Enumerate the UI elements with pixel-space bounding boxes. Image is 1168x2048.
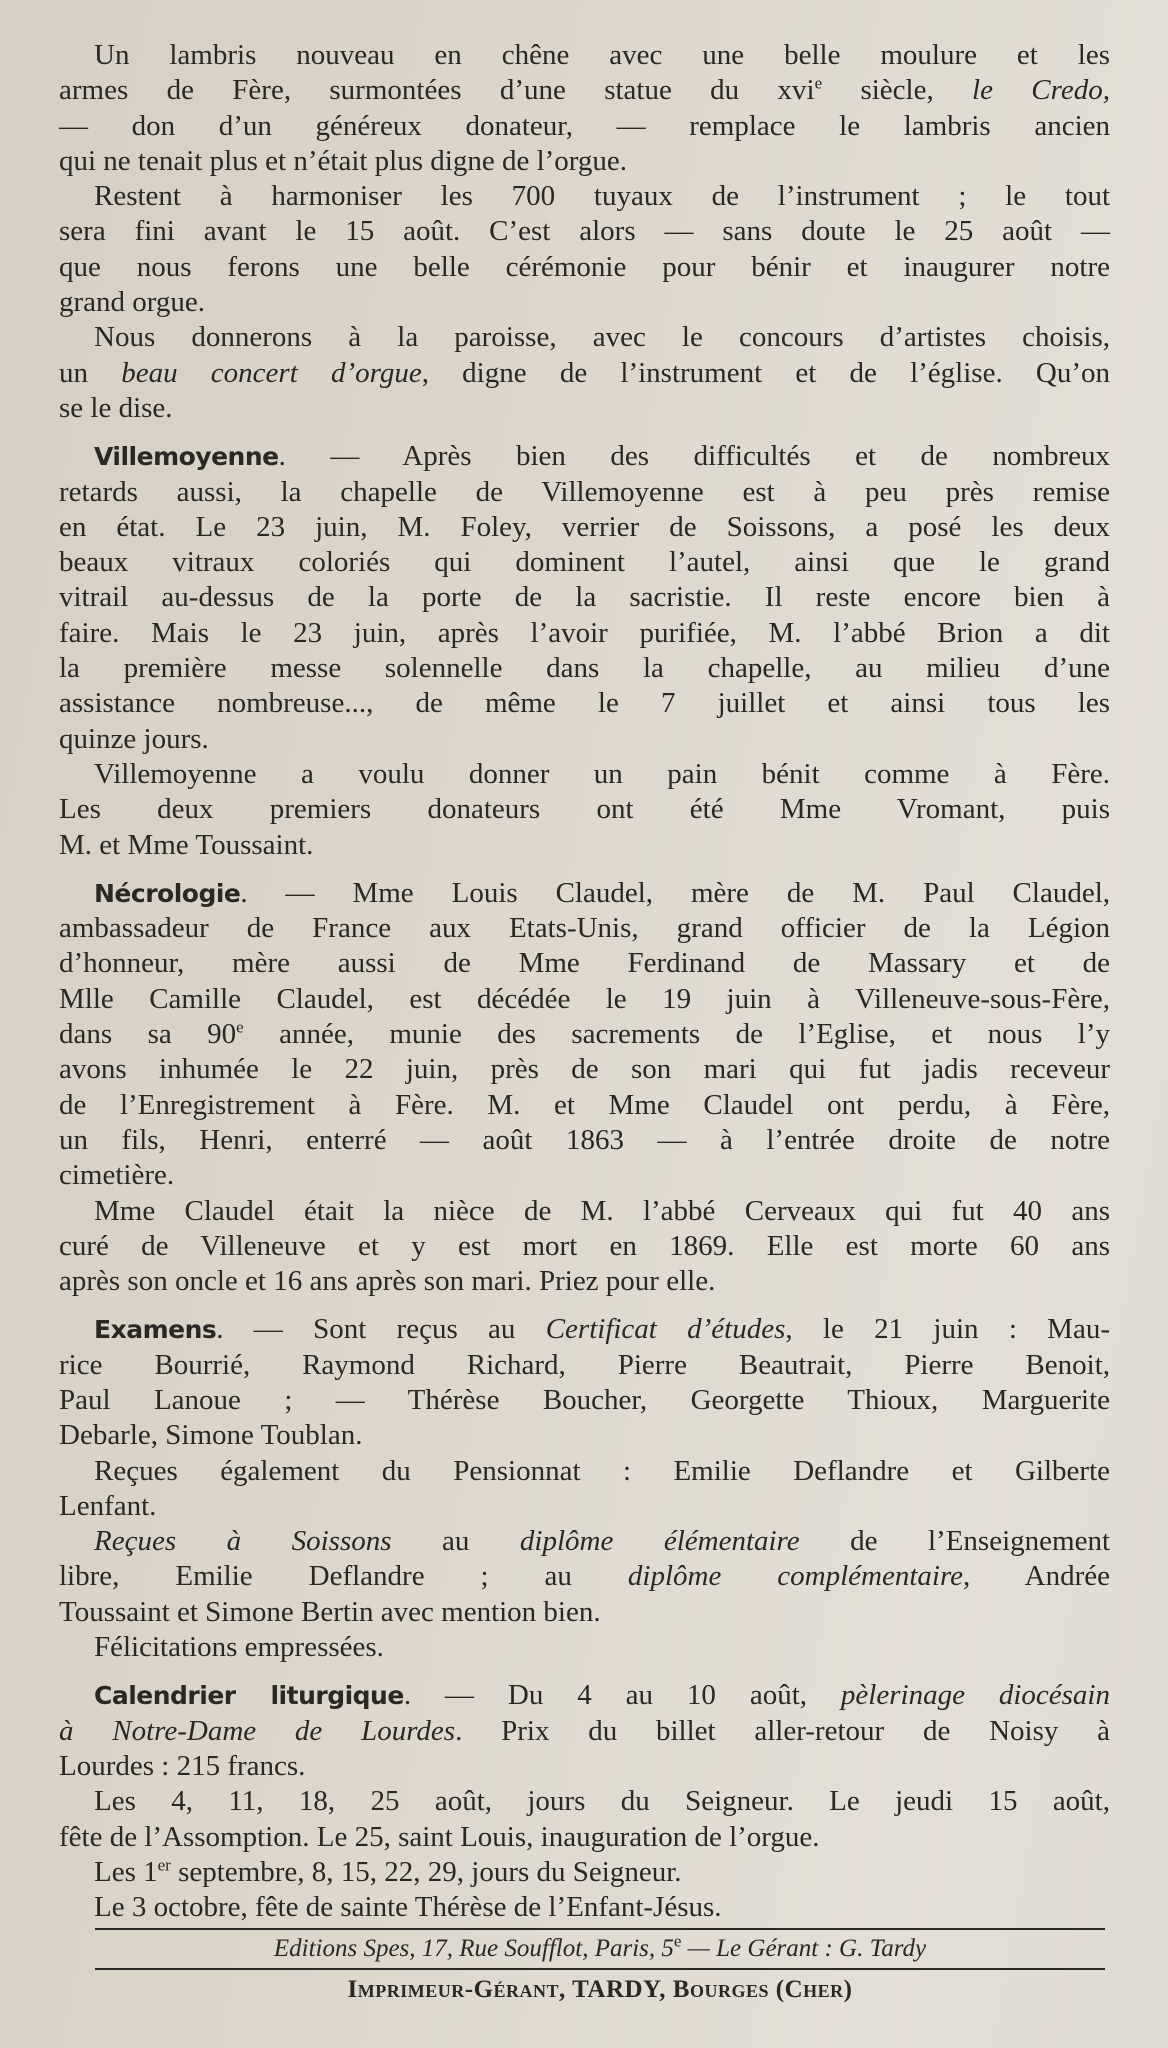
text-run: fête de l’Assomption. Le 25, saint Louis, inauguration de l’orgue. [59, 1820, 820, 1853]
text-line [59, 828, 1110, 863]
text-line [59, 109, 1110, 144]
paragraph [59, 1630, 1110, 1665]
text-line [59, 356, 1110, 391]
text-line [59, 320, 1110, 355]
text-run: . Prix du billet aller-retour de Noisy à [455, 1714, 1111, 1747]
text-run: Félicitations empressées. [94, 1631, 384, 1664]
text-line [59, 946, 1110, 981]
italic-text: Certificat d’études [545, 1313, 786, 1346]
text-line [59, 1820, 1110, 1855]
text-run: Lenfant. [59, 1489, 157, 1522]
text-run: faire. Mais le 23 juin, après l’avoir purifiée, M. l’abbé Brion a dit [59, 616, 1110, 649]
text-line [59, 580, 1110, 615]
italic-text: pèlerinage diocésain [840, 1679, 1110, 1712]
text-line [59, 1784, 1110, 1819]
text-line [59, 144, 1110, 179]
text-line [59, 439, 1110, 474]
text-run: . — Mme Louis Claudel, mère de M. Paul Claudel, [240, 876, 1110, 909]
section-paragraph [59, 1678, 1110, 1784]
text-run: Les 1 [94, 1855, 158, 1888]
paragraph [59, 1454, 1110, 1525]
paragraph [59, 320, 1110, 426]
text-line [59, 1312, 1110, 1347]
paragraph [59, 38, 1110, 179]
text-run: libre, Emilie Deflandre ; au [59, 1560, 628, 1593]
text-line [59, 38, 1110, 73]
text-run: en état. Le 23 juin, M. Foley, verrier de Soissons, a posé les deux [59, 510, 1110, 543]
text-line [59, 1123, 1110, 1158]
text-line [59, 285, 1110, 320]
text-run: que nous ferons une belle cérémonie pour bénir et inaugurer notre [59, 250, 1110, 283]
superscript: e [236, 1017, 244, 1037]
text-run: Paul Lanoue ; — Thérèse Boucher, Georgette Thioux, Marguerite [59, 1383, 1110, 1416]
text-line [59, 1454, 1110, 1489]
text-line [59, 757, 1110, 792]
text-run: Mlle Camille Claudel, est décédée le 19 juin à Villeneuve-sous-Fère, [59, 982, 1110, 1015]
publisher-line [95, 1930, 1105, 1968]
text-line [59, 1229, 1110, 1264]
text-run: la première messe solennelle dans la chapelle, au milieu d’une [59, 652, 1110, 685]
text-run: Un lambris nouveau en chêne avec une belle moulure et les [94, 39, 1110, 71]
text-line [59, 1348, 1110, 1383]
text-line [59, 1017, 1110, 1052]
text-line [59, 214, 1110, 249]
text-run: Mme Claudel était la nièce de M. l’abbé Cerveaux qui fut 40 ans [94, 1194, 1110, 1227]
text-line [59, 1418, 1110, 1453]
article-body [59, 38, 1110, 1925]
text-run: ambassadeur de France aux Etats-Unis, grand officier de la Légion [59, 912, 1110, 945]
text-run: Debarle, Simone Toublan. [59, 1419, 363, 1452]
text-run: de l’Enregistrement à Fère. M. et Mme Claudel ont perdu, à Fère, [59, 1088, 1110, 1121]
text-line [59, 651, 1110, 686]
text-run: d’honneur, mère aussi de Mme Ferdinand de Massary et de [59, 947, 1110, 980]
paragraph [59, 1890, 1110, 1925]
text-run: sera fini avant le 15 août. C’est alors — sans doute le 25 août — [59, 215, 1110, 248]
text-line [59, 686, 1110, 721]
text-line [59, 792, 1110, 827]
text-run: Villemoyenne a voulu donner un pain bénit comme à Fère. [94, 757, 1110, 790]
text-run: assistance nombreuse..., de même le 7 juillet et ainsi tous les [59, 687, 1110, 720]
paragraph [59, 179, 1110, 320]
text-line [59, 1052, 1110, 1087]
text-line [59, 1749, 1110, 1784]
text-run: septembre, 8, 15, 22, 29, jours du Seigneur. [170, 1855, 682, 1888]
text-run: Lourdes : 215 francs. [59, 1749, 306, 1782]
text-run: dans sa 90 [59, 1018, 237, 1051]
printer-imprint: Imprimeur-Gérant, TARDY, Bourges (Cher) [347, 1976, 853, 2003]
text-line [59, 1890, 1110, 1925]
text-line [59, 876, 1110, 911]
paragraph [59, 1524, 1110, 1630]
text-run: quinze jours. [59, 722, 209, 755]
text-run: Nous donnerons à la paroisse, avec le concours d’artistes choisis, [94, 321, 1110, 354]
text-line [59, 510, 1110, 545]
italic-text: diplôme complémentaire [627, 1560, 964, 1593]
text-run: Restent à harmoniser les 700 tuyaux de l’instrument ; le tout [94, 180, 1110, 213]
text-line [59, 391, 1110, 426]
text-run: Les 4, 11, 18, 25 août, jours du Seigneur. Le jeudi 15 août, [94, 1785, 1110, 1818]
text-line [59, 1678, 1110, 1713]
italic-text: le Credo, [972, 74, 1110, 107]
text-run: vitrail au-dessus de la porte de la sacristie. Il reste encore bien à [59, 581, 1110, 614]
text-run: Toussaint et Simone Bertin avec mention bien. [59, 1595, 601, 1628]
publisher-address: Editions Spes, 17, Rue Soufflot, Paris, 5 [273, 1935, 674, 1962]
text-line [59, 1194, 1110, 1229]
manager-name: — Le Gérant : G. Tardy [681, 1935, 927, 1962]
text-run: — don d’un généreux donateur, — remplace le lambris ancien [59, 109, 1110, 142]
italic-text: beau concert d’orgue [121, 356, 422, 389]
text-run: cimetière. [59, 1159, 175, 1192]
text-run: qui ne tenait plus et n’était plus digne de l’orgue. [59, 144, 628, 177]
text-run: un fils, Henri, enterré — août 1863 — à l’entrée droite de notre [59, 1123, 1110, 1156]
text-line [59, 982, 1110, 1017]
text-run: Reçues également du Pensionnat : Emilie Deflandre et Gilberte [94, 1454, 1110, 1487]
text-line [59, 73, 1110, 108]
text-run: retards aussi, la chapelle de Villemoyenne est à peu près remise [59, 475, 1110, 508]
text-run: au [391, 1525, 520, 1558]
text-line [59, 1524, 1110, 1559]
text-run: année, munie des sacrements de l’Eglise, et nous l’y [243, 1018, 1110, 1051]
text-run: , digne de l’instrument et de l’église. Qu’on [421, 356, 1110, 389]
text-line [59, 1559, 1110, 1594]
text-run: un [59, 356, 122, 389]
text-run: curé de Villeneuve et y est mort en 1869. Elle est morte 60 ans [59, 1229, 1110, 1262]
section-heading: Examens [94, 1315, 217, 1345]
italic-text: diplôme élémentaire [519, 1525, 800, 1558]
text-line [59, 1088, 1110, 1123]
text-line [59, 616, 1110, 651]
text-run: après son oncle et 16 ans après son mari. Priez pour elle. [59, 1265, 716, 1298]
paragraph [59, 1784, 1110, 1855]
paragraph [59, 1194, 1110, 1300]
text-line [59, 1595, 1110, 1630]
text-run: , le 21 juin : Mau- [785, 1313, 1110, 1346]
text-line [59, 1630, 1110, 1665]
italic-text: Reçues à Soissons [94, 1525, 392, 1558]
text-run: armes de Fère, surmontées d’une statue du xvi [59, 74, 815, 107]
text-run: siècle, [822, 74, 973, 107]
section-paragraph [59, 876, 1110, 1194]
text-run: , Andrée [963, 1560, 1111, 1593]
text-line [59, 1383, 1110, 1418]
text-line [59, 250, 1110, 285]
paragraph [59, 757, 1110, 863]
text-line [59, 722, 1110, 757]
text-run: M. et Mme Toussaint. [59, 828, 314, 861]
italic-text: à Notre-Dame de Lourdes [59, 1714, 456, 1747]
text-line [59, 1489, 1110, 1524]
text-line [59, 545, 1110, 580]
text-run: . — Sont reçus au [216, 1313, 546, 1346]
paragraph [59, 1855, 1110, 1890]
section-heading: Villemoyenne [94, 442, 279, 472]
text-run: Le 3 octobre, fête de sainte Thérèse de l’Enfant-Jésus. [94, 1891, 722, 1924]
text-line [59, 1855, 1110, 1890]
section-paragraph [59, 439, 1110, 757]
text-line [59, 1264, 1110, 1299]
text-line [59, 179, 1110, 214]
text-run: . — Après bien des difficultés et de nombreux [278, 440, 1110, 473]
text-run: se le dise. [59, 391, 173, 424]
text-line [59, 475, 1110, 510]
text-run: grand orgue. [59, 286, 206, 319]
publisher-arrondissement-sup: e [673, 1931, 682, 1951]
text-run: rice Bourrié, Raymond Richard, Pierre Beautrait, Pierre Benoit, [59, 1348, 1110, 1381]
section-heading: Nécrologie [94, 878, 241, 908]
section-heading: Calendrier liturgique [94, 1681, 404, 1711]
superscript: e [814, 73, 823, 93]
section-paragraph [59, 1312, 1110, 1453]
page-footer [95, 1928, 1105, 2010]
text-run: . — Du 4 au 10 août, [403, 1679, 841, 1712]
text-run: de l’Enseignement [799, 1525, 1111, 1558]
superscript: er [157, 1855, 171, 1875]
text-run: Les deux premiers donateurs ont été Mme Vromant, puis [59, 793, 1110, 826]
text-line [59, 911, 1110, 946]
text-run: beaux vitraux coloriés qui dominent l’autel, ainsi que le grand [59, 546, 1110, 579]
text-line [59, 1158, 1110, 1193]
text-run: avons inhumée le 22 juin, près de son mari qui fut jadis receveur [59, 1053, 1110, 1086]
text-line [59, 1714, 1110, 1749]
